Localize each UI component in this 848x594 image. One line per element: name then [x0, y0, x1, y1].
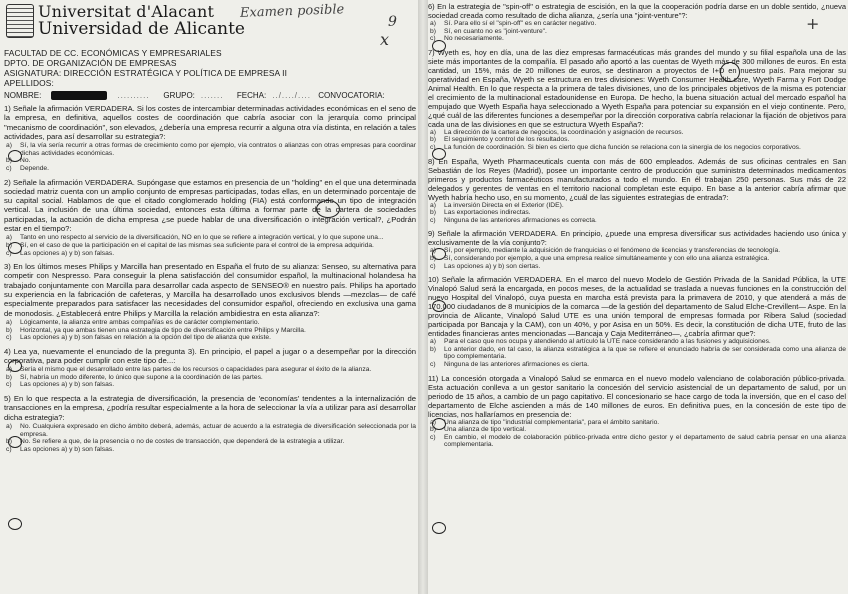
- question-6: [428, 2, 846, 43]
- option-a[interactable]: a) Tanto en uno respecto al servicio de la diversificación, NO en lo que se refiere a integración vertical, y lo que supone una...: [6, 234, 384, 242]
- option-b[interactable]: b) No.: [6, 157, 31, 165]
- option-b[interactable]: b) Sí, en cuanto no es "joint-venture".: [430, 27, 547, 35]
- answer-circle: [432, 148, 446, 160]
- question-11: [428, 374, 846, 449]
- option-a[interactable]: a) Una alianza de tipo "industrial complementaria", para el ámbito sanitario.: [430, 418, 660, 426]
- option-c[interactable]: c) Las opciones a) y b) son falsas en relación a la opción del tipo de alianza que existe.: [6, 334, 271, 342]
- option-b[interactable]: b) Horizontal, ya que ambas tienen una estrategia de tipo de diversificación entre Philips y Marcilla.: [6, 326, 306, 334]
- question-stem: 6) En la estrategia de "spin-off" o estrategia de escisión, en la que la cooperación podría darse en un doble sentido, ¿nueva sociedad creada como resultado de dicha alianza, ¿sería una "joint-venture"?:: [428, 2, 846, 20]
- answer-circle: [8, 360, 22, 372]
- option-a[interactable]: a) Lógicamente, la alianza entre ambas compañías es de carácter complementario.: [6, 318, 260, 326]
- question-10: [428, 275, 846, 368]
- call-label: CONVOCATORIA:: [318, 91, 385, 100]
- answer-circle: [432, 418, 446, 430]
- option-a[interactable]: a) La inversión Directa en el Exterior (IDE).: [430, 201, 564, 209]
- answer-circle: [432, 300, 446, 312]
- question-stem: 2) Señale la afirmación VERDADERA. Supóngase que estamos en presencia de un "holding" en el que una determinada sociedad matriz cuenta con un amplio conjunto de empresas participadas, todas ellas, en un determinado porcentaje de su capital social. Hablamos de que el citado conglomerado holding (FIA) está conformando un tipo de integración vertical. La inclusión de una última sociedad, entonces esta última a formar parte de la cartera de sociedades participadas, la actuación de dicha empresa ¿se puede hablar de una diversificación o integración vertical?, ¿Podrán estar en el tiempo?:: [4, 177, 416, 234]
- question-3: [4, 262, 416, 342]
- option-b[interactable]: b) Lo anterior dado, en tal caso, la alianza estratégica a la que se refiere el enunciado habría de ser considerada como una alianza de tipo complementaria.: [430, 345, 846, 361]
- group-label: GRUPO:: [163, 91, 195, 100]
- option-c[interactable]: c) En cambio, el modelo de colaboración público-privada entre dicho gestor y el departamento de salud cabría pensar en una alianza complementaria.: [430, 433, 846, 449]
- option-b[interactable]: b) Sí, considerando por ejemplo, a que una empresa realice simultáneamente y con ello una alianza estratégica.: [430, 254, 770, 262]
- option-b[interactable]: b) El seguimiento y control de los resultados.: [430, 136, 570, 144]
- option-b[interactable]: b) Sí, habría un modo diferente, lo único que supone a la coordinación de las partes.: [6, 373, 263, 381]
- dotted-line: ..........: [117, 91, 150, 100]
- handwritten-loop: [720, 62, 740, 82]
- question-stem: 7) Wyeth es, hoy en día, una de las diez empresas farmacéuticas más grandes del mundo y su filial española una de las siete más importantes de la compañía. El pasado año aportó a las cuentas de Wyeth más de 300 millones de euros. En esta cantidad, un 15%, más de 20 millones de euros, se destinaron a proyectos de I+D en nuestro país. Para mejorar su operatividad en España, Wyeth se estructura en tres divisiones: Wyeth Consumer Health care, Wyeth Farma y Fort Dodge Animal Health. En lo que respecta a la primera de tales divisiones, uno de los principales objetivos de la misma es potenciar el crecimiento de la multinacional estadounidense en Europa. De hecho, la buena situación actual del mercado español ha empujado que Wyeth España haya seleccionado a Wyeth España para potenciar su expansión en el viejo continente. Pero, ¿qué cuál de las diferentes funciones a desempeñar por la dirección corporativa cabría relacionar la fijación de objetivos para cada una de las divisiones en que se estructura Wyeth España?:: [428, 47, 846, 129]
- option-c[interactable]: c) Las opciones a) y b) son falsas.: [6, 445, 115, 453]
- handwritten-mark: 9: [388, 14, 397, 30]
- option-a[interactable]: a) Sí. Para ello sí el "spin-off" es en carácter negativo.: [430, 20, 597, 27]
- right-column: [428, 2, 846, 592]
- question-2: [4, 178, 416, 258]
- question-stem: 11) La concesión otorgada a Vinalopó Salud se enmarca en el nuevo modelo valenciano de colaboración público-privada. Esta actuación conlleva a un gestor sanitario la concesión del servicio asistencial de un departamento de salud, por un periodo de 15 años, a cambio de un pago capitativo. El concesionario se hace cargo de toda la inversión, que en el caso del departamento de Elche ascienden a más de 140 millones de euros. En definitiva pues, en la concesión de este tipo de licencias, nos hallaríamos en presencia de:: [428, 373, 846, 419]
- answer-circle: [8, 436, 22, 448]
- handwritten-x-mark: x: [380, 30, 390, 49]
- dotted-line: ../..../....: [272, 91, 311, 100]
- faculty-block: [4, 48, 416, 88]
- option-a[interactable]: a) Para el caso que nos ocupa y atendiendo al artículo la UTE nace considerando a las fusiones y adquisiciones.: [430, 338, 771, 346]
- option-b[interactable]: b) Sí, en el caso de que la participación en el capital de las mismas sea suficiente para el control de la empresa adquirida.: [6, 241, 374, 249]
- answer-circle: [432, 522, 446, 534]
- faculty-name: FACULTAD DE CC. ECONÓMICAS Y EMPRESARIALES: [4, 48, 222, 58]
- redacted-name: [51, 91, 107, 100]
- question-4: [4, 347, 416, 389]
- question-stem: 4) Lea ya, nuevamente el enunciado de la pregunta 3). En principio, el papel a jugar o a desempeñar por la dirección corporativa, para poder cumplir con este tipo de...:: [4, 346, 416, 365]
- page-fold-divider: [418, 0, 428, 594]
- option-a[interactable]: a) La dirección de la cartera de negocios, la coordinación y asignación de recursos.: [430, 128, 684, 136]
- question-7: [428, 48, 846, 152]
- answer-circle: [432, 40, 446, 52]
- option-c[interactable]: c) La función de coordinación. Si bien es cierto que dicha función se relaciona con la sinergia de los negocios corporativos.: [430, 143, 801, 151]
- question-8: [428, 157, 846, 225]
- option-c[interactable]: c) Ninguna de las anteriores afirmaciones es cierta.: [430, 360, 589, 368]
- question-5: [4, 394, 416, 453]
- option-a[interactable]: a) Sí, la vía sería recurrir a otras formas de crecimiento como por ejemplo, vía contratos o alianzas con otras empresas para coordinar dichas actividades económicas.: [6, 142, 416, 157]
- question-stem: 10) Señale la afirmación VERDADERA. En el marco del nuevo Modelo de Gestión Privada de la Sanidad Pública, la UTE Vinalopó Salud será la encargada, en pocos meses, de la actualidad se traslada a nuevas funciones en la construcción del nuevo Hospital del Vinalopó, cuya puesta en marcha está prevista para la primavera de 2010, y que atenderá a más de 170.000 ciudadanos de 8 municipios de la comarca —de la gestión del departamento de Salud Elche-Crevillent— Aspe. En la provincia de Alicante, Vinalopó Salud UTE es una unión temporal de empresas formada por Ribera Salud (sociedad participada por Bancaja y la CAM), con un 40%, y por Asisa en un 50%. Es decir, la constitución de dicha UTE, fruto de las entidades financieras antes mencionadas —Bancaja y Caja Mediterráneo—, ¿cabría afirmar que?:: [428, 275, 846, 339]
- question-9: [428, 229, 846, 270]
- handwritten-note: Examen posible: [239, 2, 345, 21]
- university-name-valencian: Universitat d'Alacant: [38, 2, 215, 21]
- subject-name: ASIGNATURA: DIRECCIÓN ESTRATÉGICA Y POLÍTICA DE EMPRESA II: [4, 68, 288, 78]
- option-a[interactable]: a) No. Cualquiera expresado en dicho ámbito deberá, además, actuar de acuerdo a la estrategia de diversificación seleccionada por la empresa.: [6, 422, 416, 438]
- university-name-spanish: Universidad de Alicante: [38, 19, 245, 39]
- option-b[interactable]: b) No. Se refiere a que, de la presencia o no de costes de transacción, que dependerá de la estrategia a utilizar.: [6, 438, 345, 446]
- name-label: NOMBRE:: [4, 91, 42, 100]
- exam-header: [4, 2, 416, 46]
- date-label: FECHA:: [236, 91, 267, 100]
- handwritten-plus-mark: +: [806, 14, 820, 33]
- question-stem: 5) En lo que respecta a la estrategia de diversificación, la presencia de 'economías' tendentes a la internalización de transacciones en la empresa, ¿podría resultar especialmente a la hora de seleccionar la vía a utilizar para así desarrollar dicha estrategia?:: [4, 394, 416, 422]
- question-stem: 1) Señale la afirmación VERDADERA. Si los costes de intercambiar determinadas actividades económicas en el seno de la empresa, en definitiva, aquellos costes de coordinación que cabría asociar con la jerarquía como principal "mecanismo de coordinación", son elevados, ¿debería una empresa recurrir a alguna otra vía distinta, en relación a tales actividades, para así desarrollar su estrategia?:: [4, 104, 416, 141]
- option-c[interactable]: c) Ninguna de las anteriores afirmaciones es correcta.: [430, 216, 597, 224]
- question-1: [4, 104, 416, 173]
- answer-circle: [8, 518, 22, 530]
- option-b[interactable]: b) Una alianza de tipo vertical.: [430, 426, 527, 434]
- option-b[interactable]: b) Las exportaciones indirectas.: [430, 209, 531, 217]
- question-stem: 8) En España, Wyeth Pharmaceuticals cuenta con más de 600 empleados. Además de sus oficinas centrales en San Sebastián de los Reyes (Madrid), posee un importante centro de producción que suministra determinados medicamentos primeros y productos farmacéuticos manufacturados a todo el mundo. En él trabajan 250 personas. Sus más de 22 delegados y gerentes de ventas en el territorio nacional completan este equipo. En base a la anterior cabría afirmar que Wyeth habría hecho uso, en su momento, ¿cuál de las siguientes estrategias de entrada?:: [428, 156, 846, 202]
- left-column: [4, 2, 416, 592]
- answer-circle: [432, 248, 446, 260]
- question-stem: 3) En los últimos meses Philips y Marcilla han presentado en España el fruto de su alianza: Senseo, su alternativa para competir con Nespresso. Para conseguir la plena satisfacción del consumidor español, la multinacional holandesa ha trabajado conjuntamente con Marcilla para desarrollar cada aspecto de SENSEO® en nuestro país. Philips ha aportado su experiencia en la fabricación de cafeteras, y Marcilla ha desarrollado unos exclusivos blends —mezclas— de café especialmente preparados para satisfacer las necesidades del consumidor español, ofreciendo en exclusiva una gama de monodosis. ¿Establecerá entre Philips y Marcilla la relación ambidiestra en esta alianza?:: [4, 262, 416, 318]
- handwritten-loop: [316, 200, 340, 218]
- dotted-line: .......: [200, 91, 224, 100]
- option-c[interactable]: c) Las opciones a) y b) son ciertas.: [430, 262, 541, 270]
- surname-label: APELLIDOS:: [4, 78, 54, 88]
- option-c[interactable]: c) Depende.: [6, 164, 50, 172]
- option-c[interactable]: c) Las opciones a) y b) son falsas.: [6, 381, 115, 389]
- option-c[interactable]: c) Las opciones a) y b) son falsas.: [6, 249, 115, 257]
- answer-circle: [8, 242, 22, 254]
- university-logo-icon: [6, 4, 34, 38]
- option-a[interactable]: a) Sí, por ejemplo, mediante la adquisición de franquicias o el fenómeno de licencias y transferencias de tecnología.: [430, 247, 781, 255]
- question-stem: 9) Señale la afirmación VERDADERA. En principio, ¿puede una empresa diversificar sus actividades haciendo uso única y exclusivamente de la vía conjunto?:: [428, 229, 846, 248]
- option-a[interactable]: a) Sería el mismo que el desarrollado entre las partes de los recursos o capacidades para asegurar el éxito de la alianza.: [6, 366, 372, 374]
- department-name: DPTO. DE ORGANIZACIÓN DE EMPRESAS: [4, 58, 177, 68]
- answer-circle: [8, 150, 22, 162]
- option-c[interactable]: c) No necesariamente.: [430, 35, 504, 43]
- student-info-row: [4, 91, 416, 100]
